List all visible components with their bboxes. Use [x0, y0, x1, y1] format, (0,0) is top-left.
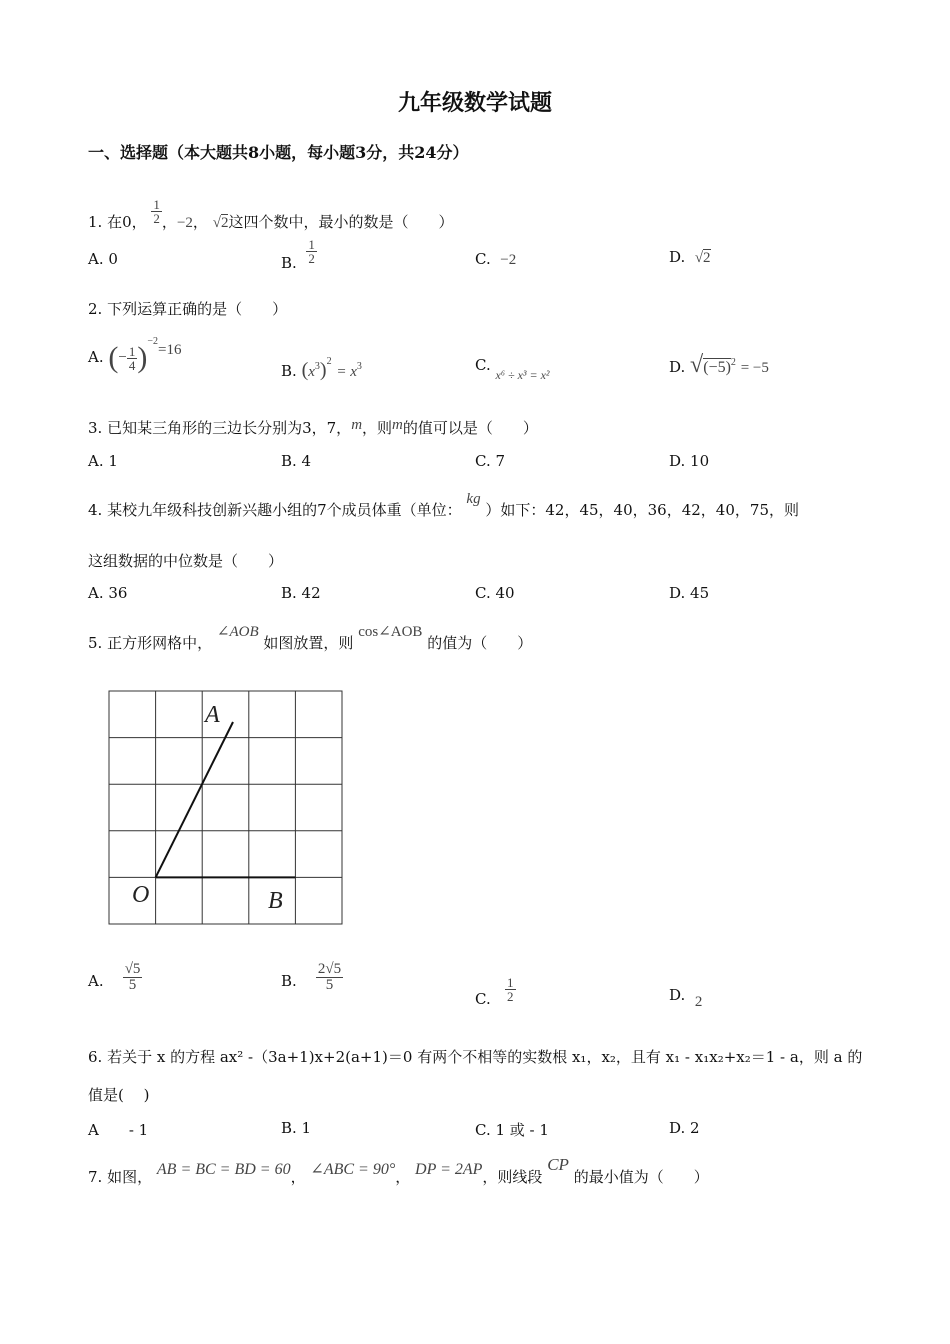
question-number: 4. — [88, 501, 103, 519]
question-7 — [88, 1155, 709, 1187]
question-text: 如图放置，则 — [263, 634, 354, 652]
sqrt-radicand: 2 — [703, 250, 711, 266]
q3-option-d[interactable]: D. 10 — [669, 452, 710, 470]
q4-option-a[interactable]: A. 36 — [88, 584, 128, 602]
option-expression: x⁶ ÷ x³ = x² — [495, 368, 550, 382]
q1-option-a[interactable] — [88, 250, 118, 268]
separator: ， — [395, 1168, 411, 1186]
paren-left: ( — [301, 359, 309, 381]
question-number: 5. — [88, 634, 103, 652]
q3-option-b[interactable]: B. 4 — [281, 452, 312, 470]
separator: ， — [192, 213, 208, 231]
q5-option-a[interactable] — [88, 962, 142, 993]
equation-rhs: = −5 — [740, 360, 769, 376]
fraction-denominator: 2 — [507, 989, 514, 1004]
exponent: 2 — [326, 356, 332, 367]
paren-right: ) — [319, 359, 327, 381]
option-label: B. — [281, 253, 297, 272]
math-angle-abc: ∠ABC = 90° — [310, 1161, 396, 1178]
math-neg-two: −2 — [176, 215, 193, 231]
option-value: −2 — [500, 252, 517, 268]
option-label: A. — [88, 250, 104, 268]
exponent: 3 — [314, 361, 320, 372]
question-3 — [88, 417, 538, 438]
question-text: 这四个数中，最小的数是（ ） — [228, 213, 454, 231]
question-text: 已知某三角形的三边长分别为3，7， — [107, 419, 352, 437]
q1-option-c[interactable] — [475, 250, 516, 269]
fraction-numerator: √5 — [124, 961, 141, 977]
question-text: 如图， — [107, 1168, 153, 1186]
q6-option-c[interactable]: C. 1 或 - 1 — [475, 1121, 549, 1139]
fraction-numerator: 1 — [128, 343, 136, 359]
math-dp-ap: DP = 2AP — [415, 1161, 483, 1178]
option-label: C. — [475, 250, 491, 268]
question-number: 6. — [88, 1048, 103, 1066]
q3-option-a[interactable]: A. 1 — [88, 452, 118, 470]
q5-option-c[interactable] — [475, 975, 516, 1008]
math-cos-aob: cos∠AOB — [358, 624, 423, 640]
fraction-numerator: 1 — [308, 237, 315, 252]
unit-kg: kg — [466, 491, 481, 507]
question-5 — [88, 624, 533, 653]
option-label: A. — [88, 971, 104, 990]
q4-option-d[interactable]: D. 45 — [669, 584, 710, 602]
fraction-denominator: 5 — [128, 977, 137, 993]
paren-left: ( — [108, 341, 119, 374]
fraction — [123, 962, 143, 993]
fraction-denominator: 2 — [153, 211, 160, 226]
question-text: 正方形网格中， — [107, 634, 213, 652]
question-text: ）如下：42，45，40，36，42，40，75，则 — [485, 501, 799, 519]
question-text: 下列运算正确的是（ ） — [107, 300, 288, 318]
q3-option-c[interactable]: C. 7 — [475, 452, 506, 470]
q2-option-b[interactable] — [281, 356, 362, 382]
option-value: 0 — [108, 250, 118, 268]
fraction-numerator: 2√5 — [317, 961, 342, 977]
q5-option-d[interactable] — [669, 986, 703, 1010]
fraction-denominator: 4 — [128, 357, 136, 373]
question-text: 若关于 x 的方程 ax² -（3a+1)x+2(a+1)＝0 有两个不相等的实数根 x₁，x₂，且有 x₁ - x₁x₂+x₂＝1 - a，则 a 的 — [107, 1048, 863, 1066]
fraction-numerator: 1 — [153, 197, 160, 212]
separator: ， — [290, 1168, 306, 1186]
q6-option-d[interactable]: D. 2 — [669, 1119, 700, 1137]
option-label: C. — [475, 356, 491, 374]
math-cp: CP — [547, 1155, 569, 1174]
q5-option-b[interactable] — [281, 962, 343, 993]
fraction — [316, 962, 343, 993]
question-text: 在0， — [107, 213, 147, 231]
q2-option-d[interactable] — [669, 352, 769, 379]
question-text: ，则 — [362, 419, 393, 437]
math-eq-ab-bc-bd: AB = BC = BD = 60 — [156, 1161, 291, 1178]
fraction — [127, 345, 138, 372]
question-number: 3. — [88, 419, 103, 437]
q1-option-b[interactable] — [281, 237, 317, 272]
question-text: 某校九年级科技创新兴趣小组的7个成员体重（单位： — [107, 501, 462, 519]
q4-option-c[interactable]: C. 40 — [475, 584, 515, 602]
option-value: 2 — [694, 994, 703, 1010]
question-number: 1. — [88, 213, 103, 231]
exponent: −2 — [147, 336, 158, 347]
equation-rhs: = x — [336, 364, 357, 380]
exponent: 2 — [730, 357, 736, 368]
paren-right: ) — [137, 341, 148, 374]
question-text: 的值可以是（ ） — [402, 419, 538, 437]
option-label: D. — [669, 248, 686, 266]
math-angle-aob: ∠AOB — [216, 624, 259, 640]
q6-option-a[interactable]: A - 1 — [88, 1121, 149, 1139]
option-label: D. — [669, 358, 686, 376]
question-number: 2. — [88, 300, 103, 318]
variable-m: m — [351, 417, 363, 433]
variable-x: x — [308, 364, 315, 380]
minus-sign: − — [118, 349, 127, 366]
fraction-one-half — [151, 198, 162, 225]
equation-rhs: =16 — [158, 342, 182, 358]
question-text: ，则线段 — [482, 1168, 543, 1186]
label-a: A — [205, 702, 220, 728]
fraction-denominator: 2 — [308, 251, 315, 266]
q1-option-d[interactable] — [669, 248, 711, 267]
option-label: B. — [281, 971, 297, 990]
fraction — [505, 976, 516, 1003]
option-label: A. — [88, 348, 104, 366]
ray-oa — [156, 722, 233, 877]
question-text: 的值为（ ） — [427, 634, 533, 652]
fraction-numerator: 1 — [507, 975, 514, 990]
page-title: 九年级数学试题 — [397, 90, 552, 116]
sqrt-sign: √ — [694, 250, 704, 266]
option-label: B. — [281, 362, 297, 380]
q2-option-a[interactable] — [88, 336, 181, 375]
question-4-line2: 这组数据的中位数是（ ） — [88, 552, 284, 570]
sqrt-radicand: 2 — [220, 215, 229, 231]
separator: ， — [161, 213, 177, 231]
label-o: O — [132, 882, 150, 908]
question-2 — [88, 298, 287, 319]
question-text: 的最小值为（ ） — [573, 1168, 709, 1186]
grid-figure — [100, 680, 350, 930]
question-6 — [88, 1046, 862, 1067]
sqrt-sign: √ — [212, 215, 221, 231]
question-1 — [88, 198, 453, 232]
fraction — [306, 238, 317, 265]
question-6-line2: 值是( ) — [88, 1086, 150, 1104]
variable-m: m — [392, 417, 403, 433]
question-4 — [88, 491, 799, 520]
exponent: 3 — [356, 361, 362, 372]
label-b: B — [268, 888, 283, 914]
sqrt-radicand: (−5) — [703, 359, 731, 376]
q4-option-b[interactable]: B. 42 — [281, 584, 321, 602]
option-label: D. — [669, 986, 686, 1004]
math-sqrt-two — [213, 214, 229, 231]
fraction-denominator: 5 — [325, 977, 334, 993]
question-number: 7. — [88, 1168, 103, 1186]
option-label: C. — [475, 989, 491, 1008]
section-header: 一、选择题（本大题共8小题，每小题3分，共24分） — [88, 143, 469, 162]
q6-option-b[interactable]: B. 1 — [281, 1119, 312, 1137]
sqrt-sign: √ — [690, 352, 704, 378]
